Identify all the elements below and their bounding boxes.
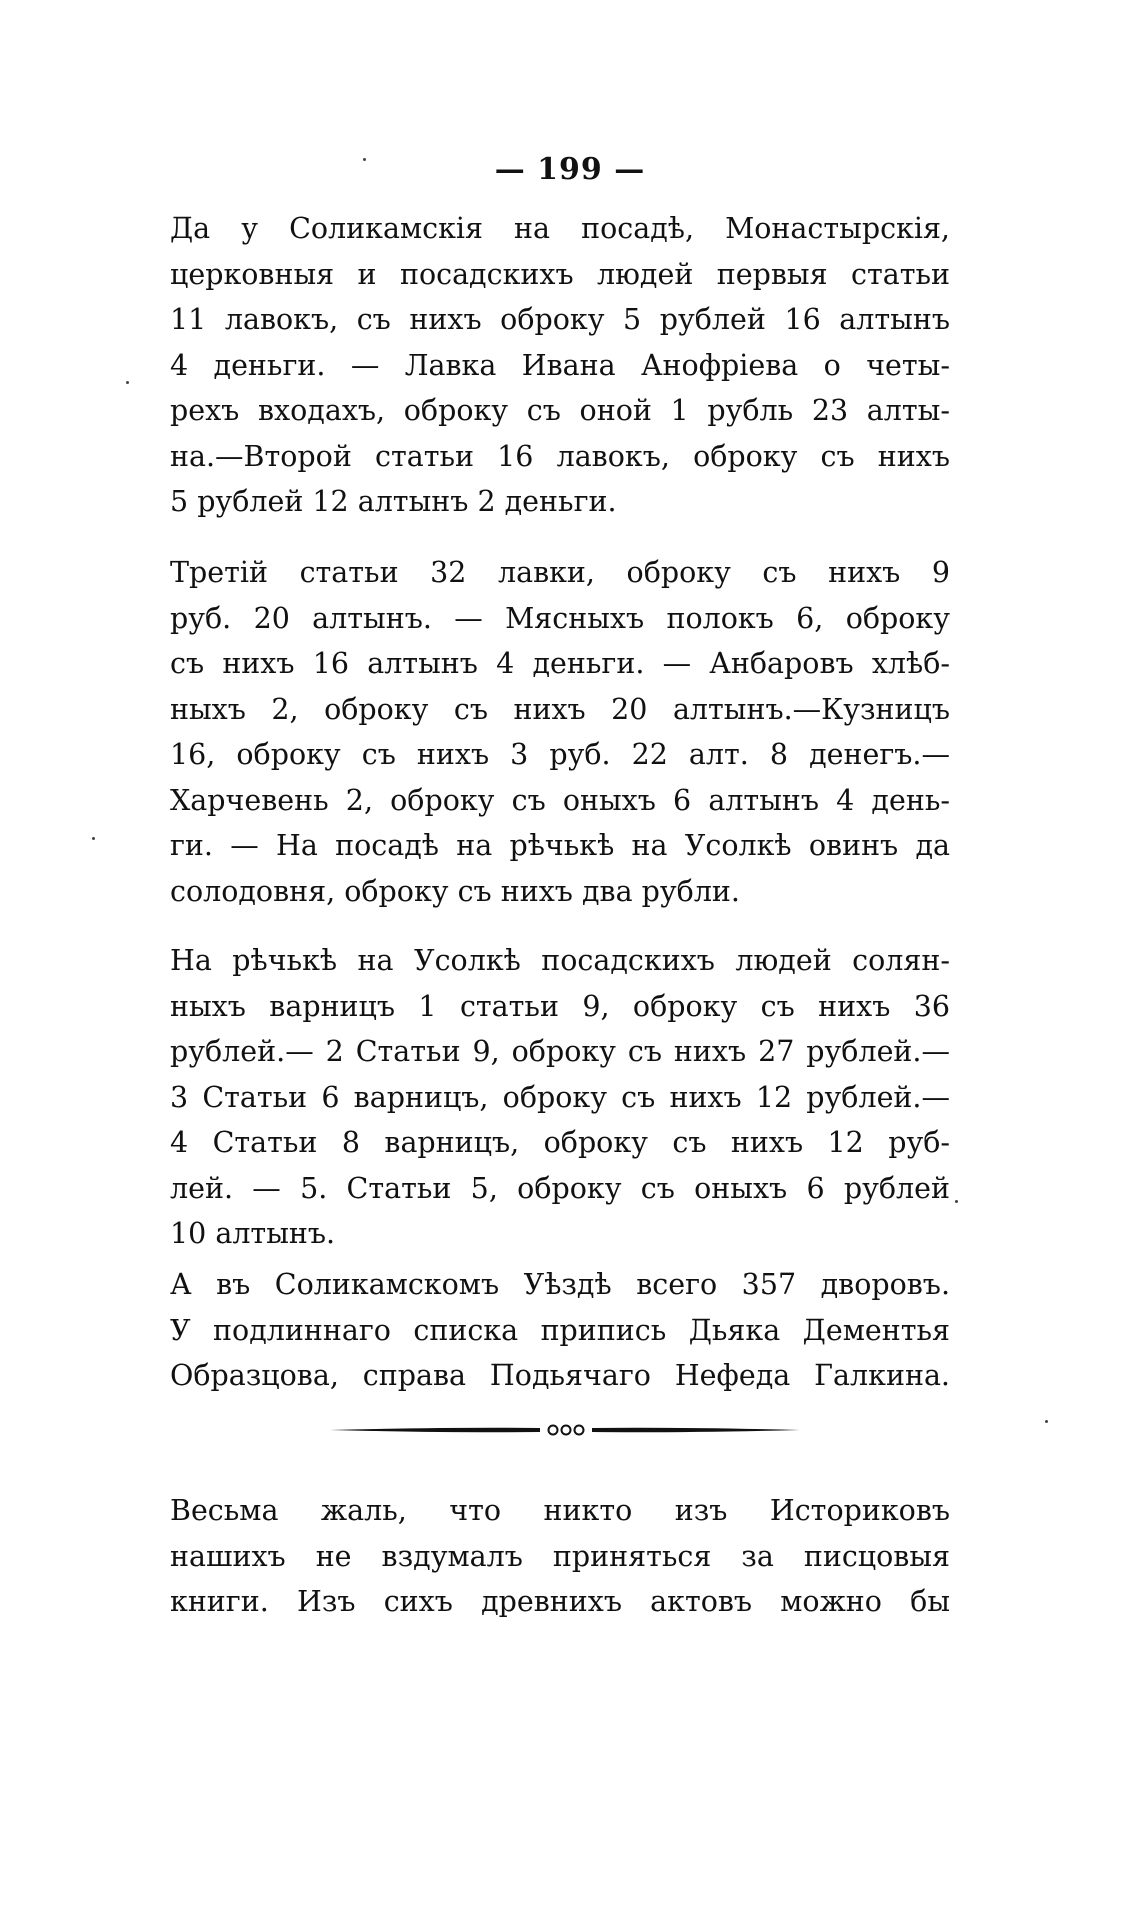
scan-speck (126, 381, 129, 384)
scan-speck (363, 158, 366, 161)
paragraph-3 (170, 938, 950, 1257)
scan-speck (92, 837, 95, 840)
page-number: — 199 — (494, 152, 646, 187)
ornament-left-taper (330, 1428, 540, 1433)
text-line: Да у Соликамскія на посадѣ, Монастырскія, (170, 212, 950, 245)
text-line: Третій статьи 32 лавки, оброку съ нихъ 9 (170, 556, 950, 589)
text-line: книги. Изъ сихъ древнихъ актовъ можно бы (170, 1585, 950, 1618)
text-line: рублей.— 2 Статьи 9, оброку съ нихъ 27 рублей.— (170, 1035, 950, 1068)
ornament-right-taper (592, 1428, 800, 1433)
text-line: 16, оброку съ нихъ 3 руб. 22 алт. 8 денегъ.— (170, 738, 950, 771)
paragraph-after-ornament (170, 1488, 950, 1625)
text-line: 4 деньги. — Лавка Ивана Анофріева о четы- (170, 348, 950, 382)
text-line: 4 Статьи 8 варницъ, оброку съ нихъ 12 руб- (170, 1126, 950, 1159)
text-line: 10 алтынъ. (170, 1217, 336, 1250)
text-line: ныхъ 2, оброку съ нихъ 20 алтынъ.—Кузницъ (170, 692, 950, 726)
text-line: церковныя и посадскихъ людей первыя статьи (170, 257, 950, 291)
scan-speck (1045, 1420, 1048, 1423)
text-line: Весьма жаль, что никто изъ Историковъ (170, 1494, 950, 1527)
ornament-divider (0, 1424, 1140, 1436)
scan-speck (955, 1200, 958, 1203)
text-line: 11 лавокъ, съ нихъ оброку 5 рублей 16 алтынъ (170, 303, 950, 336)
text-line: нашихъ не вздумалъ приняться за писцовыя (170, 1539, 950, 1573)
text-line: У подлиннаго списка припись Дьяка Дементья (170, 1313, 950, 1347)
text-line: руб. 20 алтынъ. — Мясныхъ полокъ 6, оброку (170, 601, 950, 635)
text-line: съ нихъ 16 алтынъ 4 деньги. — Анбаровъ хлѣб- (170, 647, 950, 680)
text-line: ныхъ варницъ 1 статьи 9, оброку съ нихъ 36 (170, 989, 950, 1023)
paragraph-4 (170, 1262, 950, 1399)
text-line: лей. — 5. Статьи 5, оброку съ оныхъ 6 рублей (170, 1171, 950, 1205)
text-line: ги. — На посадѣ на рѣчькѣ на Усолкѣ овинъ да (170, 829, 950, 862)
ornament-ring (562, 1426, 571, 1435)
text-line: Образцова, справа Подьячаго Нефеда Галкина. (170, 1359, 950, 1392)
text-line: 3 Статьи 6 варницъ, оброку съ нихъ 12 рублей.— (170, 1080, 950, 1114)
ornament-ring (575, 1426, 584, 1435)
text-line: солодовня, оброку съ нихъ два рубли. (170, 874, 740, 908)
paragraph-1 (170, 206, 950, 525)
paragraph-2 (170, 550, 950, 914)
text-line: рехъ входахъ, оброку съ оной 1 рубль 23 алты- (170, 394, 950, 427)
text-line: Харчевень 2, оброку съ оныхъ 6 алтынъ 4 день- (170, 783, 950, 817)
ornament-ring (549, 1426, 558, 1435)
text-line: А въ Соликамскомъ Уѣздѣ всего 357 дворовъ. (170, 1268, 950, 1301)
text-line: На рѣчькѣ на Усолкѣ посадскихъ людей солян- (170, 944, 950, 977)
text-line: на.—Второй статьи 16 лавокъ, оброку съ нихъ (170, 439, 950, 473)
text-line: 5 рублей 12 алтынъ 2 деньги. (170, 485, 617, 518)
